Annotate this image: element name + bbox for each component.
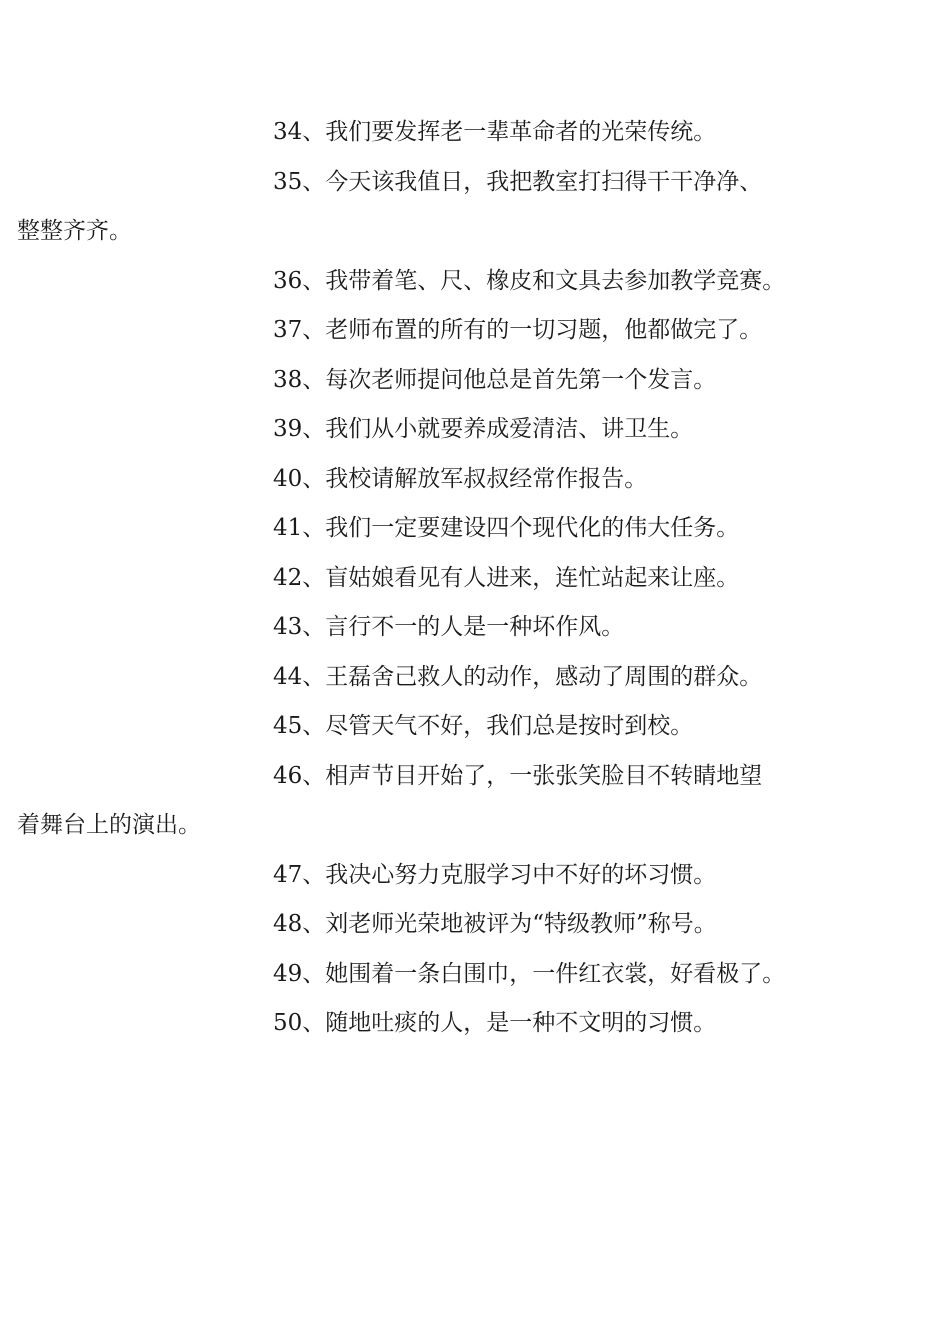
sentence-34 <box>145 108 810 158</box>
sentence-45 <box>145 702 810 752</box>
sentence-41 <box>145 504 810 554</box>
sentence-text: 41、我们一定要建设四个现代化的伟大任务。 <box>273 515 740 541</box>
sentence-text: 35、今天该我值日，我把教室打扫得干干净净、 <box>273 168 763 195</box>
sentence-text: 46、相声节目开始了，一张张笑脸目不转睛地望 <box>273 762 763 789</box>
sentence-text: 49、她围着一条白围巾，一件红衣裳，好看极了。 <box>273 960 786 987</box>
sentence-38 <box>145 356 810 406</box>
sentence-text: 40、我校请解放军叔叔经常作报告。 <box>273 465 648 492</box>
sentence-37 <box>145 306 810 356</box>
sentence-text: 39、我们从小就要养成爱清洁、讲卫生。 <box>273 416 694 442</box>
sentence-36 <box>145 257 810 307</box>
sentence-continuation: 着舞台上的演出。 <box>17 812 201 838</box>
sentence-text: 38、每次老师提问他总是首先第一个发言。 <box>273 366 717 393</box>
sentence-42 <box>145 554 810 604</box>
sentence-text: 48、刘老师光荣地被评为“特级教师”称号。 <box>273 911 717 937</box>
sentence-43 <box>145 603 810 653</box>
sentence-text: 44、王磊舍己救人的动作，感动了周围的群众。 <box>273 663 763 690</box>
sentence-list <box>17 108 810 1049</box>
sentence-text: 43、言行不一的人是一种坏作风。 <box>273 614 625 640</box>
sentence-40 <box>145 455 810 505</box>
sentence-46 <box>17 752 810 851</box>
sentence-text: 45、尽管天气不好，我们总是按时到校。 <box>273 713 694 739</box>
sentence-39 <box>145 405 810 455</box>
sentence-47 <box>145 851 810 901</box>
sentence-44 <box>145 653 810 703</box>
sentence-35 <box>17 158 810 257</box>
sentence-48 <box>145 900 810 950</box>
sentence-text: 34、我们要发挥老一辈革命者的光荣传统。 <box>273 119 717 145</box>
sentence-text: 37、老师布置的所有的一切习题，他都做完了。 <box>273 317 763 343</box>
sentence-text: 47、我决心努力克服学习中不好的坏习惯。 <box>273 861 717 888</box>
sentence-text: 50、随地吐痰的人，是一种不文明的习惯。 <box>273 1010 717 1036</box>
sentence-49 <box>145 950 810 1000</box>
sentence-text: 42、盲姑娘看见有人进来，连忙站起来让座。 <box>273 564 740 591</box>
sentence-50 <box>145 999 810 1049</box>
sentence-continuation: 整整齐齐。 <box>17 218 132 244</box>
sentence-text: 36、我带着笔、尺、橡皮和文具去参加教学竞赛。 <box>273 267 786 294</box>
